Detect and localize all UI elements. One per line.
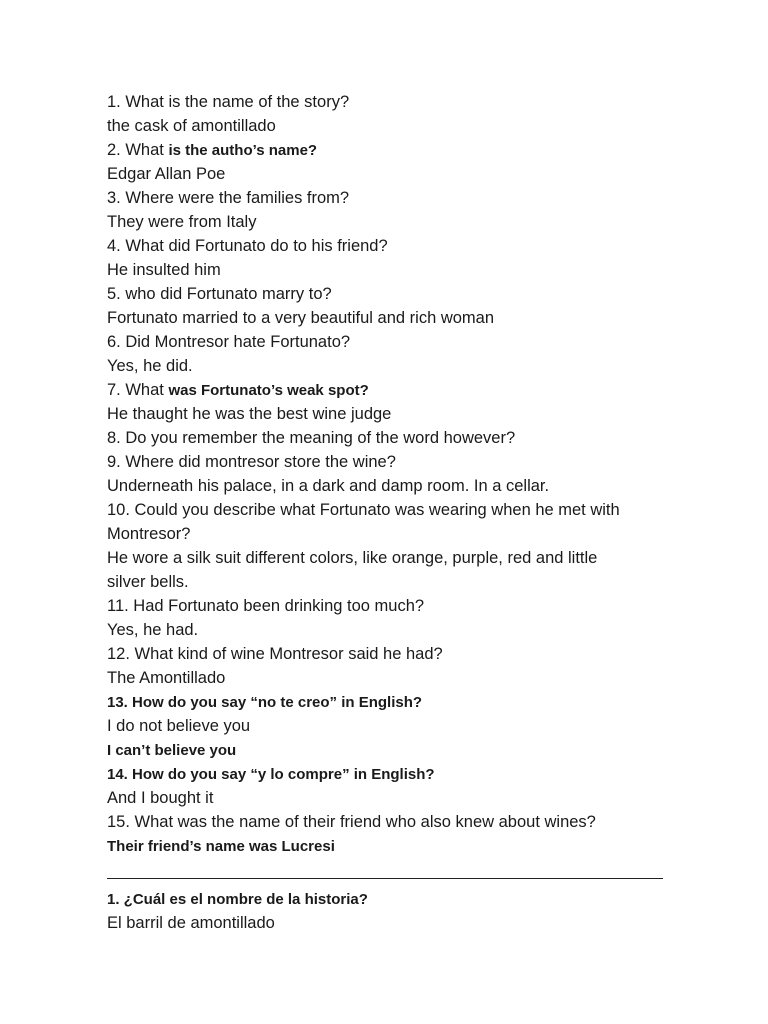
line-text: Montresor? [107, 525, 191, 543]
spanish-section [107, 887, 667, 935]
spanish-answer-text: El barril de amontillado [107, 914, 275, 932]
line-6 [107, 210, 667, 234]
line-text: And I bought it [107, 789, 214, 807]
line-28 [107, 738, 667, 762]
line-text: He thaught he was the best wine judge [107, 405, 392, 423]
line-12 [107, 354, 667, 378]
line-18 [107, 498, 667, 522]
line-22 [107, 594, 667, 618]
line-bold-text: I can’t believe you [107, 742, 237, 759]
line-25 [107, 666, 667, 690]
line-19 [107, 522, 667, 546]
line-text: 2. What [107, 141, 169, 159]
line-text: He insulted him [107, 261, 221, 279]
line-text: Fortunato married to a very beautiful and rich woman [107, 309, 495, 327]
line-7 [107, 234, 667, 258]
line-5 [107, 186, 667, 210]
line-text: Yes, he had. [107, 621, 199, 639]
line-text: 4. What did Fortunato do to his friend? [107, 237, 388, 255]
line-bold-text: is the autho’s name? [168, 142, 318, 159]
line-13 [107, 378, 667, 402]
line-15 [107, 426, 667, 450]
line-27 [107, 714, 667, 738]
line-text: They were from Italy [107, 213, 257, 231]
qa-lines [107, 90, 667, 858]
line-24 [107, 642, 667, 666]
line-14 [107, 402, 667, 426]
line-text: I do not believe you [107, 717, 251, 735]
document-body [107, 90, 667, 935]
line-text: 15. What was the name of their friend who also knew about wines? [107, 813, 596, 831]
line-text: Underneath his palace, in a dark and damp room. In a cellar. [107, 477, 550, 495]
line-9 [107, 282, 667, 306]
spanish-question [107, 887, 667, 911]
line-text: the cask of amontillado [107, 117, 276, 135]
spanish-answer [107, 911, 667, 935]
line-bold-text: was Fortunato’s weak spot? [168, 382, 369, 399]
line-bold-text: 13. How do you say “no te creo” in English? [107, 694, 423, 711]
line-20 [107, 546, 667, 570]
line-text: silver bells. [107, 573, 189, 591]
line-21 [107, 570, 667, 594]
line-text: Edgar Allan Poe [107, 165, 226, 183]
line-text: 10. Could you describe what Fortunato was wearing when he met with [107, 501, 620, 519]
line-text: He wore a silk suit different colors, like orange, purple, red and little [107, 549, 598, 567]
line-1 [107, 90, 667, 114]
line-text: 5. who did Fortunato marry to? [107, 285, 332, 303]
line-text: 11. Had Fortunato been drinking too much? [107, 597, 425, 615]
line-2 [107, 114, 667, 138]
spanish-question-text: 1. ¿Cuál es el nombre de la historia? [107, 891, 368, 908]
line-31 [107, 810, 667, 834]
line-bold-text: 14. How do you say “y lo compre” in English? [107, 766, 435, 783]
line-4 [107, 162, 667, 186]
line-text: 12. What kind of wine Montresor said he had? [107, 645, 443, 663]
line-10 [107, 306, 667, 330]
line-17 [107, 474, 667, 498]
line-text: 9. Where did montresor store the wine? [107, 453, 396, 471]
section-divider [107, 878, 663, 879]
line-text: 6. Did Montresor hate Fortunato? [107, 333, 351, 351]
line-26 [107, 690, 667, 714]
line-32 [107, 834, 667, 858]
line-23 [107, 618, 667, 642]
line-29 [107, 762, 667, 786]
line-text: 7. What [107, 381, 169, 399]
line-text: 3. Where were the families from? [107, 189, 350, 207]
line-text: Yes, he did. [107, 357, 193, 375]
line-16 [107, 450, 667, 474]
line-text: 8. Do you remember the meaning of the word however? [107, 429, 516, 447]
line-8 [107, 258, 667, 282]
line-30 [107, 786, 667, 810]
line-text: The Amontillado [107, 669, 226, 687]
line-text: 1. What is the name of the story? [107, 93, 350, 111]
line-3 [107, 138, 667, 162]
line-11 [107, 330, 667, 354]
line-bold-text: Their friend’s name was Lucresi [107, 838, 335, 855]
